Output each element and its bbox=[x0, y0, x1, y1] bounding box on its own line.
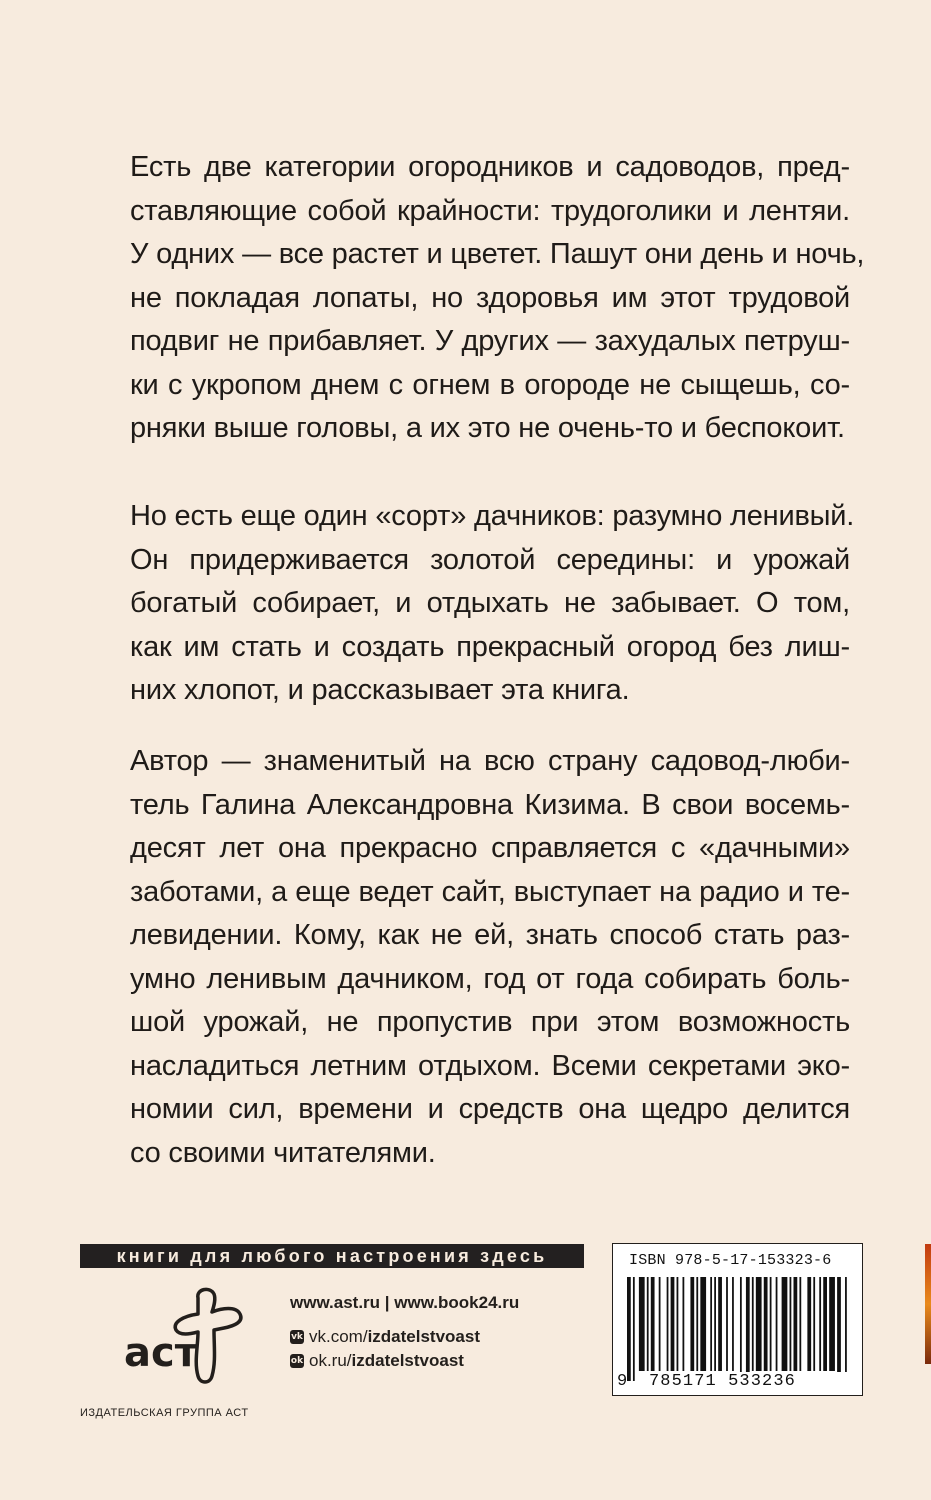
barcode-bar bbox=[651, 1277, 655, 1371]
isbn-barcode-box bbox=[612, 1243, 863, 1396]
text-line: рняки выше головы, а их это не очень-то и беспокоит. bbox=[130, 412, 845, 444]
cover-edge-decoration bbox=[925, 1244, 931, 1364]
barcode-bar bbox=[813, 1277, 815, 1371]
barcode-bar bbox=[683, 1277, 685, 1371]
barcode-bar bbox=[732, 1277, 734, 1371]
barcode-bar bbox=[807, 1277, 811, 1371]
text-line: них хлопот, и рассказывает эта книга. bbox=[130, 674, 630, 706]
barcode-bar bbox=[740, 1277, 742, 1381]
text-line: шой урожай, не пропустив при этом возможность bbox=[130, 1006, 850, 1038]
text-line: тель Галина Александровна Кизима. В свои восемь- bbox=[130, 788, 850, 821]
barcode-bar bbox=[764, 1277, 768, 1371]
text-line: Есть две категории огородников и садоводов, пред- bbox=[130, 151, 850, 183]
barcode-bar bbox=[667, 1277, 669, 1371]
barcode-bar bbox=[714, 1277, 716, 1371]
logo-text: аст bbox=[124, 1330, 198, 1376]
text-line: не покладая лопаты, но здоровья им этот трудовой bbox=[130, 281, 850, 314]
barcode-bar bbox=[829, 1277, 835, 1371]
barcode-bar bbox=[647, 1277, 649, 1371]
text-line: как им стать и создать прекрасный огород без лиш- bbox=[130, 630, 850, 663]
text-line: заботами, а еще ведет сайт, выступает на радио и те- bbox=[130, 875, 850, 908]
text-line: ставляющие собой крайности: трудоголики и лентяи. bbox=[130, 194, 850, 227]
barcode-bar bbox=[799, 1277, 801, 1371]
vk-link[interactable]: vk vk.com/ izdatelstvoast bbox=[291, 1327, 480, 1346]
text-line: богатый собирает, и отдыхать не забывает. О том, bbox=[130, 587, 850, 619]
ok-icon: ok bbox=[290, 1356, 304, 1366]
text-line: подвиг не прибавляет. У других — захудалых петруш- bbox=[130, 325, 850, 357]
text-line: Но есть еще один «сорт» дачников: разумно ленивый. bbox=[130, 500, 855, 532]
text-line: умно ленивым дачником, год от года собирать боль- bbox=[130, 962, 850, 995]
barcode-bar bbox=[823, 1277, 827, 1371]
text-line: насладиться летним отдыхом. Всеми секретами эко- bbox=[130, 1049, 850, 1082]
annotation-paragraph-3 bbox=[130, 740, 850, 1175]
text-line: номии сил, времени и средств она щедро делится bbox=[130, 1093, 850, 1125]
text-line: У одних — все растет и цветет. Пашут они день и ночь, bbox=[130, 238, 865, 270]
barcode-digits: 785171 533236 bbox=[649, 1372, 851, 1391]
barcode-bar bbox=[790, 1277, 792, 1371]
annotation-paragraph-1 bbox=[130, 146, 865, 451]
barcode-bar bbox=[700, 1277, 706, 1371]
barcode-bar bbox=[690, 1277, 694, 1371]
barcode-bar bbox=[627, 1277, 631, 1381]
barcode-bar bbox=[696, 1277, 698, 1371]
barcode-bar bbox=[770, 1277, 772, 1371]
barcode-bar bbox=[639, 1277, 645, 1371]
barcode-bar bbox=[845, 1277, 847, 1381]
barcode-bar bbox=[677, 1277, 679, 1371]
publisher-links bbox=[290, 1293, 519, 1375]
barcode-bar bbox=[726, 1277, 728, 1371]
publisher-name: ИЗДАТЕЛЬСКАЯ ГРУППА АСТ bbox=[80, 1407, 249, 1419]
barcode-icon bbox=[627, 1277, 849, 1381]
text-line: Он придерживается золотой середины: и урожай bbox=[130, 543, 850, 576]
barcode-bar bbox=[659, 1277, 661, 1371]
vk-icon: vk bbox=[291, 1332, 303, 1342]
text-line: десят лет она прекрасно справляется с «дачными» bbox=[130, 832, 850, 864]
barcode-bar bbox=[671, 1277, 675, 1371]
barcode-bar bbox=[633, 1277, 635, 1381]
barcode-bar bbox=[776, 1277, 778, 1371]
website-links[interactable]: www.ast.ru | www.book24.ru bbox=[290, 1293, 520, 1312]
barcode-bar bbox=[819, 1277, 821, 1371]
text-line: Автор — знаменитый на всю страну садовод-люби- bbox=[130, 745, 850, 777]
barcode-bar bbox=[794, 1277, 798, 1371]
text-line: со своими читателями. bbox=[130, 1136, 436, 1169]
ok-link[interactable]: ok ok.ru/ izdatelstvoast bbox=[290, 1351, 464, 1370]
isbn-label: ISBN 978-5-17-153323-6 bbox=[629, 1252, 832, 1269]
text-line: ки с укропом днем с огнем в огороде не сыщешь, со- bbox=[130, 368, 850, 401]
barcode-bar bbox=[752, 1277, 754, 1371]
barcode-first-digit: 9 bbox=[617, 1372, 628, 1391]
barcode-bar bbox=[710, 1277, 712, 1371]
text-line: левидении. Кому, как не ей, знать способ стать раз- bbox=[130, 919, 850, 951]
barcode-bar bbox=[782, 1277, 788, 1371]
slogan-banner: книги для любого настроения здесь bbox=[80, 1244, 584, 1268]
barcode-bar bbox=[756, 1277, 762, 1371]
barcode-bar bbox=[746, 1277, 750, 1381]
annotation-paragraph-2 bbox=[130, 495, 855, 713]
ast-logo-icon bbox=[106, 1284, 256, 1394]
barcode-bar bbox=[837, 1277, 841, 1381]
barcode-bar bbox=[718, 1277, 722, 1371]
